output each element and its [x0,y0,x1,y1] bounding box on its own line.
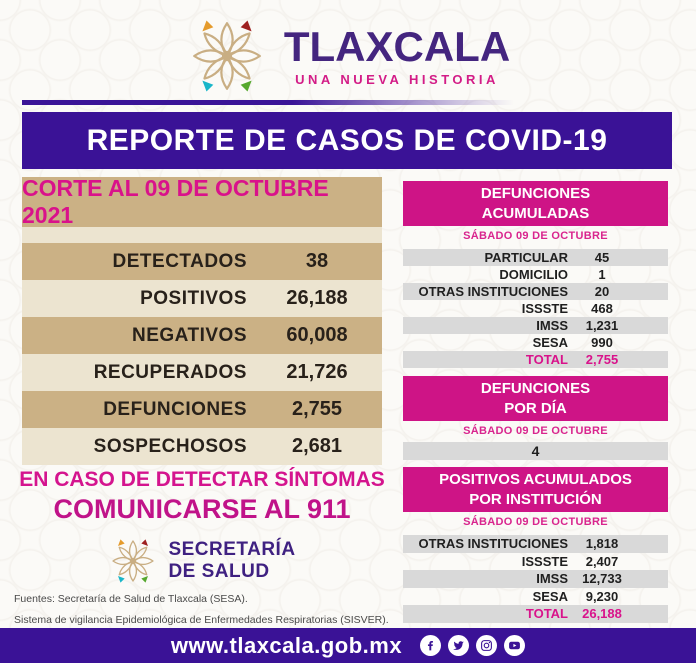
footer-url[interactable]: www.tlaxcala.gob.mx [170,632,403,658]
section-title-line: DEFUNCIONES [480,185,591,202]
stat-label: DEFUNCIONES [103,398,247,420]
stat-value: 26,188 [286,287,348,309]
facebook-icon[interactable] [420,635,441,656]
row-value: 26,188 [582,606,622,622]
table-total-row [403,605,668,623]
secretaria-line2: DE SALUD [168,561,270,582]
stat-label: POSITIVOS [140,287,247,309]
sources-line2: Sistema de vigilancia Epidemiológica de Enfermedades Respiratorias (SISVER). [14,614,389,626]
section-date: SÁBADO 09 DE OCTUBRE [463,425,608,437]
tlaxcala-flower-icon [186,15,268,97]
row-value: 2,755 [585,352,619,367]
sources-line1: Fuentes: Secretaría de Salud de Tlaxcala (SESA). [14,593,248,605]
section-header-defunciones-por-dia [403,376,668,421]
table-row [403,570,668,588]
stat-value: 2,755 [291,398,343,420]
table-total-row [403,351,668,368]
report-title: REPORTE DE CASOS DE COVID-19 [86,123,608,157]
spacer [22,227,382,243]
row-label: IMSS [536,571,568,587]
row-label: OTRAS INSTITUCIONES [418,284,568,299]
table-row [403,535,668,553]
row-label: TOTAL [525,606,568,622]
divider-line [22,100,514,105]
row-value: 468 [591,301,613,316]
positivos-acumulados-table [403,535,668,623]
stat-value: 2,681 [291,435,343,457]
section-title-line: POSITIVOS ACUMULADOS [439,471,632,488]
section-title-line: POR INSTITUCIÓN [469,490,602,508]
defunciones-acumuladas-table [403,249,668,368]
row-value: 20 [594,284,610,299]
table-row [22,243,382,280]
state-stats-table [22,243,382,465]
row-label: IMSS [536,318,568,333]
cutoff-date-label: CORTE AL 09 DE OCTUBRE 2021 [22,175,329,228]
table-row [403,283,668,300]
section-header-defunciones-acumuladas [403,181,668,226]
row-value: 1,231 [585,318,619,333]
section-title-line: POR DÍA [504,399,567,417]
row-value: 45 [594,250,610,265]
right-column [403,181,668,623]
secretaria-text [168,539,295,583]
table-row [403,266,668,283]
brand-tagline: UNA NUEVA HISTORIA [295,71,499,87]
instagram-icon[interactable] [476,635,497,656]
table-row [403,553,668,571]
section-date: SÁBADO 09 DE OCTUBRE [463,230,608,242]
left-column [22,177,382,465]
table-row [403,334,668,351]
row-label: ISSSTE [521,553,568,569]
table-row [22,317,382,354]
advisory-call-911-text: COMUNICARSE AL 911 [53,494,351,524]
section-header-positivos-acumulados [403,467,668,512]
table-row [403,300,668,317]
advisory-symptoms-text: EN CASO DE DETECTAR SÍNTOMAS [19,468,385,491]
row-value: 1,818 [585,536,619,552]
row-label: OTRAS INSTITUCIONES [418,536,568,552]
brand-header [0,10,696,102]
brand-text [283,22,511,87]
stat-label: DETECTADOS [112,250,247,272]
table-row [403,249,668,266]
table-row [403,317,668,334]
stat-label: RECUPERADOS [93,361,247,383]
table-row [22,354,382,391]
row-value: 12,733 [582,571,622,587]
section-title-line: ACUMULADAS [481,204,590,222]
stat-value: 60,008 [286,324,348,346]
row-label: TOTAL [525,352,568,367]
stat-value: 38 [305,250,329,272]
brand-name: TLAXCALA [283,22,511,70]
stat-label: NEGATIVOS [132,324,247,346]
secretaria-de-salud-logo [12,536,392,586]
table-row [403,588,668,606]
table-row [22,428,382,465]
youtube-icon[interactable] [504,635,525,656]
row-label: SESA [532,335,568,350]
stat-value: 21,726 [286,361,348,383]
table-row [22,391,382,428]
defunciones-por-dia-value: 4 [403,442,668,460]
footer-bar [0,628,696,663]
twitter-icon[interactable] [448,635,469,656]
row-label: DOMICILIO [499,267,568,282]
social-icons [420,635,525,656]
secretaria-flower-icon [108,536,158,586]
stat-label: SOSPECHOSOS [93,435,247,457]
row-value: 1 [598,267,606,282]
section-date: SÁBADO 09 DE OCTUBRE [463,516,608,528]
row-label: PARTICULAR [484,250,568,265]
row-value: 2,407 [585,553,619,569]
sources-text [14,589,424,631]
cutoff-date-banner [22,177,382,227]
report-title-banner [22,112,672,169]
row-value: 9,230 [585,588,619,604]
row-label: SESA [532,588,568,604]
section-title-line: DEFUNCIONES [480,380,591,397]
table-row [22,280,382,317]
secretaria-line1: SECRETARÍA [168,539,296,561]
row-label: ISSSTE [521,301,568,316]
row-value: 990 [591,335,613,350]
